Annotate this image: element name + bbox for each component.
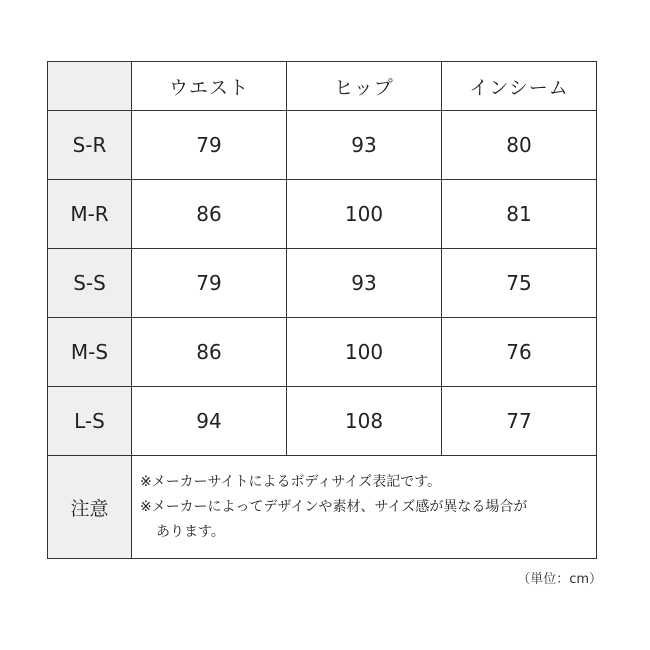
- inseam-value: 75: [442, 249, 597, 318]
- waist-value: 94: [132, 387, 287, 456]
- note-line: ※メーカーによってデザインや素材、サイズ感が異なる場合が: [140, 498, 528, 515]
- waist-value: 79: [132, 111, 287, 180]
- size-table: [47, 61, 597, 559]
- inseam-value: 80: [442, 111, 597, 180]
- note-line: ※メーカーサイトによるボディサイズ表記です。: [140, 473, 442, 490]
- hip-value: 93: [287, 249, 442, 318]
- table-row: [48, 387, 597, 456]
- header-inseam: インシーム: [442, 62, 597, 111]
- size-label: S-S: [48, 249, 132, 318]
- table-row: [48, 111, 597, 180]
- header-hip: ヒップ: [287, 62, 442, 111]
- size-label: M-S: [48, 318, 132, 387]
- notes-label: 注意: [48, 456, 132, 559]
- table-row: [48, 249, 597, 318]
- header-waist: ウエスト: [132, 62, 287, 111]
- inseam-value: 76: [442, 318, 597, 387]
- hip-value: 108: [287, 387, 442, 456]
- hip-value: 100: [287, 180, 442, 249]
- size-label: M-R: [48, 180, 132, 249]
- table-row: [48, 180, 597, 249]
- unit-label: （単位：cm）: [517, 572, 602, 587]
- waist-value: 79: [132, 249, 287, 318]
- inseam-value: 77: [442, 387, 597, 456]
- waist-value: 86: [132, 180, 287, 249]
- hip-value: 93: [287, 111, 442, 180]
- notes-cell: [132, 456, 597, 559]
- hip-value: 100: [287, 318, 442, 387]
- size-label: S-R: [48, 111, 132, 180]
- waist-value: 86: [132, 318, 287, 387]
- size-label: L-S: [48, 387, 132, 456]
- header-corner-cell: [48, 62, 132, 111]
- header-row: [48, 62, 597, 111]
- inseam-value: 81: [442, 180, 597, 249]
- notes-row: [48, 456, 597, 559]
- table-row: [48, 318, 597, 387]
- note-line: あります。: [156, 523, 225, 540]
